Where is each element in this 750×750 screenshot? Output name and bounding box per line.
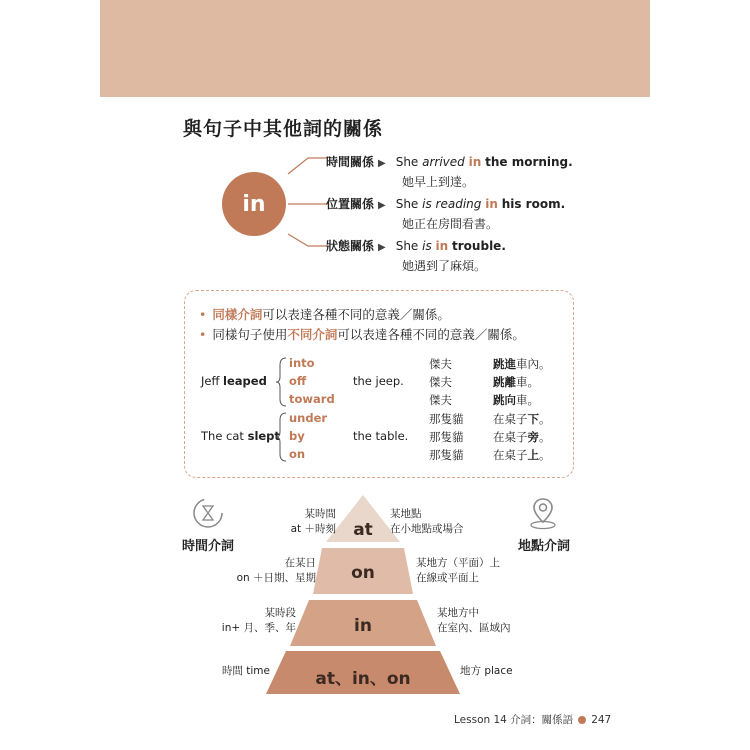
relation-translation: 她早上到達。 [402, 175, 475, 189]
relation-label: 時間關係 [326, 155, 375, 169]
at-time-desc: 某時間 at ＋時刻 [290, 508, 336, 535]
zh-subject: 傑夫 [429, 375, 452, 389]
zh-translation: 跳向車。 [493, 393, 539, 407]
in-time-desc: 某時段 in+ 月、季、年 [221, 607, 296, 634]
layer-word-in: in [354, 616, 372, 636]
zh-subject: 那隻貓 [429, 448, 464, 462]
prep-toward: toward [289, 392, 335, 406]
on-place-desc: 某地方（平面）上 在線或平面上 [416, 557, 500, 584]
zh-subject: 那隻貓 [429, 412, 464, 426]
prep-under: under [289, 411, 328, 425]
page [100, 0, 650, 750]
triangle-right-icon: ▶ [378, 242, 386, 253]
preposition-pyramid [100, 0, 650, 750]
triangle-right-icon: ▶ [378, 200, 386, 211]
time-prepositions-label: 時間介詞 [182, 539, 235, 554]
group2-subject: The cat slept [201, 429, 280, 443]
lesson-title: Lesson 14 介詞：關係語 [454, 714, 574, 726]
relation-translation: 她正在房間看書。 [402, 217, 499, 231]
layer-word-on: on [351, 563, 375, 583]
page-title: 與句子中其他詞的關係 [183, 118, 384, 140]
relation-translation: 她遇到了麻煩。 [402, 259, 487, 273]
zh-translation: 跳進車內。 [493, 357, 551, 371]
zh-subject: 那隻貓 [429, 430, 464, 444]
time-desc: 時間 time [221, 665, 270, 677]
prep-off: off [289, 374, 307, 388]
zh-subject: 傑夫 [429, 393, 452, 407]
at-place-desc: 某地點 在小地點或場合 [390, 508, 464, 535]
bullet-2: • 同樣句子使用不同介詞可以表達各種不同的意義／關係。 [199, 327, 525, 342]
group1-subject: Jeff leaped [201, 374, 267, 388]
relation-example: She is in trouble. [395, 239, 506, 253]
layer-word-all: at、in、on [315, 669, 411, 689]
zh-subject: 傑夫 [429, 357, 452, 371]
in-circle: in [222, 172, 286, 236]
zh-translation: 在桌子旁。 [493, 430, 551, 444]
prep-by: by [289, 429, 305, 443]
relation-example: She is reading in his room. [395, 197, 566, 211]
place-prepositions-label: 地點介詞 [518, 539, 571, 554]
relation-label: 位置關係 [326, 197, 375, 211]
in-place-desc: 某地方中 在室內、區域內 [437, 607, 511, 634]
prep-into: into [289, 356, 315, 370]
location-pin-icon [526, 495, 560, 531]
triangle-right-icon: ▶ [378, 158, 386, 169]
prep-on: on [289, 447, 306, 461]
page-number: 247 [591, 714, 612, 726]
page-footer [454, 712, 611, 727]
layer-word-at: at [353, 520, 373, 540]
zh-translation: 跳離車。 [493, 375, 539, 389]
relation-example: She arrived in the morning. [395, 155, 573, 169]
hourglass-icon [192, 497, 224, 529]
group2-object: the table. [353, 429, 409, 443]
place-desc: 地方 place [460, 665, 513, 677]
on-time-desc: 在某日 on ＋日期、星期 [236, 557, 316, 584]
zh-translation: 在桌子上。 [493, 448, 551, 462]
group1-object: the jeep. [353, 374, 404, 388]
footer-dot-icon [578, 716, 586, 724]
zh-translation: 在桌子下。 [493, 412, 551, 426]
relation-label: 狀態關係 [326, 239, 375, 253]
bullet-1: • 同樣介詞可以表達各種不同的意義／關係。 [199, 307, 450, 322]
